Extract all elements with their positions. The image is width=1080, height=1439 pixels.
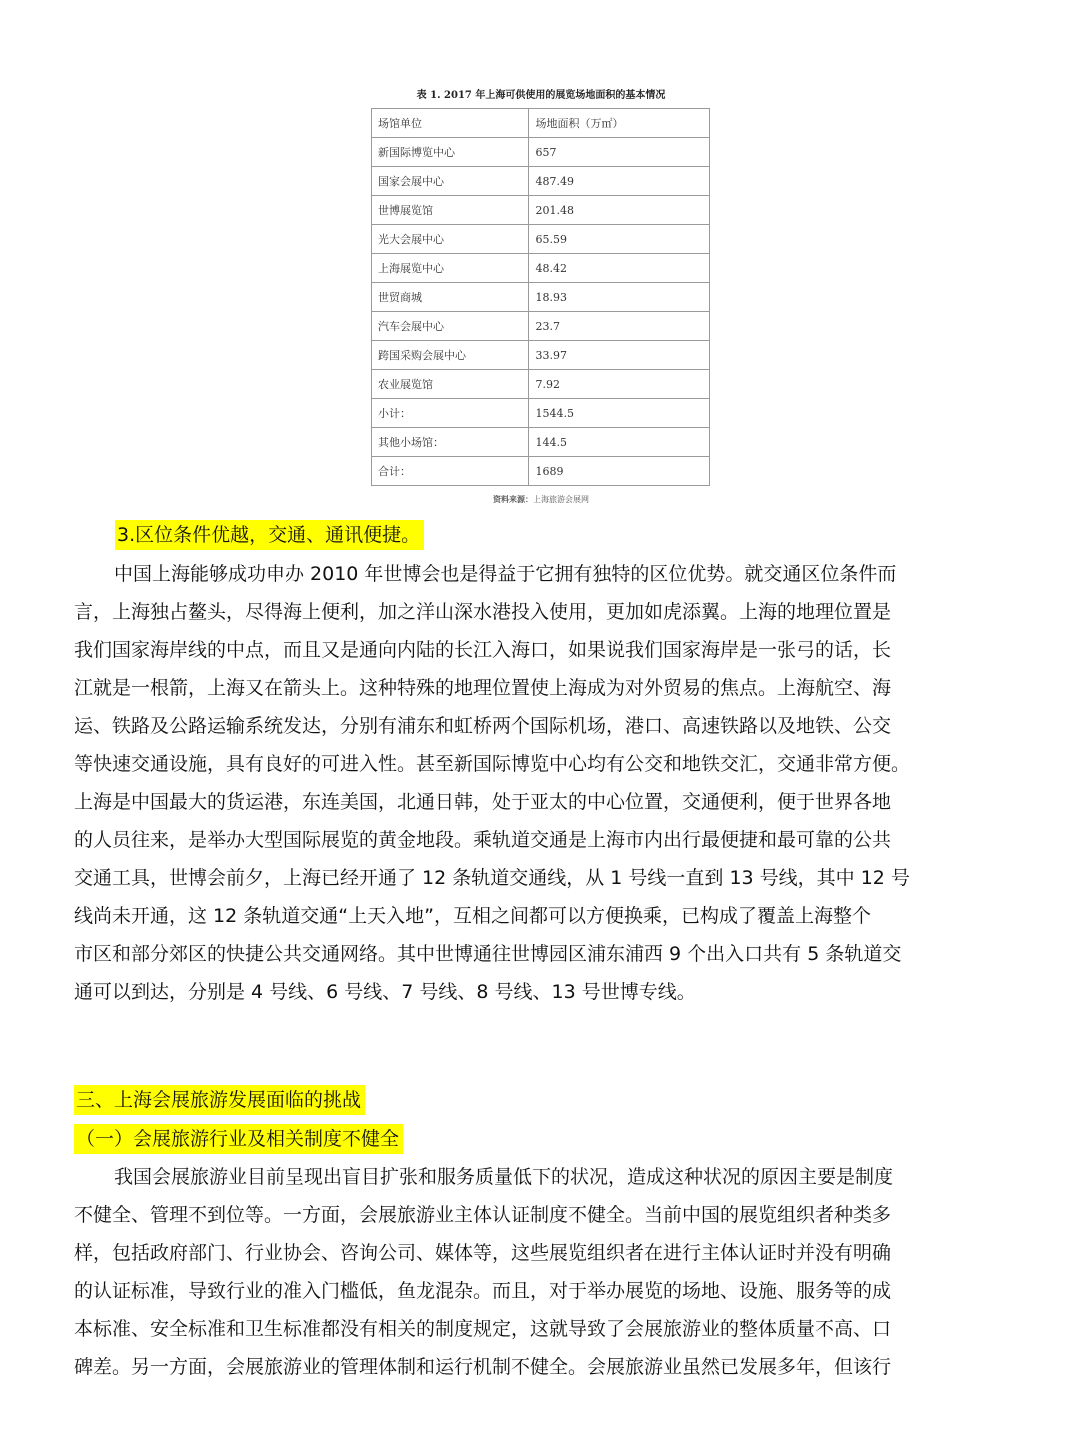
table-cell-area: 657 — [529, 138, 710, 167]
table-cell-venue: 农业展览馆 — [372, 370, 529, 399]
table-cell-venue: 小计： — [372, 399, 529, 428]
table-cell-venue: 光大会展中心 — [372, 225, 529, 254]
paragraph-line: 我们国家海岸线的中点，而且又是通向内陆的长江入海口，如果说我们国家海岸是一张弓的话，长 — [74, 639, 892, 661]
table-cell-area: 48.42 — [529, 254, 710, 283]
paragraph-line: 线尚未开通，这 12 条轨道交通“上天入地”，互相之间都可以方便换乘，已构成了覆盖上海整个 — [74, 905, 871, 927]
paragraph-line: 交通工具，世博会前夕，上海已经开通了 12 条轨道交通线，从 1 号线一直到 13 号线，其中 12 号 — [74, 867, 910, 889]
section-heading-location: 3.区位条件优越，交通、通讯便捷。 — [115, 520, 424, 550]
table-header-row — [372, 109, 710, 138]
table-cell-area: 7.92 — [529, 370, 710, 399]
paragraph-line: 的认证标准，导致行业的准入门槛低，鱼龙混杂。而且，对于举办展览的场地、设施、服务等的成 — [74, 1280, 892, 1302]
paragraph-line: 等快速交通设施，具有良好的可进入性。甚至新国际博览中心均有公交和地铁交汇，交通非常方便。 — [74, 753, 911, 775]
table-row — [372, 225, 710, 254]
table-cell-area: 65.59 — [529, 225, 710, 254]
table-row — [372, 283, 710, 312]
source-text: 上海旅游会展网 — [533, 495, 589, 504]
table-source-note — [372, 494, 710, 505]
table-row — [372, 254, 710, 283]
table-row-subtotal — [372, 399, 710, 428]
subsection-heading: （一）会展旅游行业及相关制度不健全 — [74, 1124, 403, 1154]
paragraph-line: 市区和部分郊区的快捷公共交通网络。其中世博通往世博园区浦东浦西 9 个出入口共有 5 条轨道交 — [74, 943, 902, 965]
table-caption: 表 1. 2017 年上海可供使用的展览场地面积的基本情况 — [416, 90, 666, 101]
paragraph-line: 本标准、安全标准和卫生标准都没有相关的制度规定，这就导致了会展旅游业的整体质量不高、口 — [74, 1318, 892, 1340]
table-row-other — [372, 428, 710, 457]
paragraph-line: 的人员往来，是举办大型国际展览的黄金地段。乘轨道交通是上海市内出行最便捷和最可靠的公共 — [74, 829, 892, 851]
table-cell-area: 1544.5 — [529, 399, 710, 428]
table-row — [372, 167, 710, 196]
table-cell-area: 23.7 — [529, 312, 710, 341]
table-cell-area: 33.97 — [529, 341, 710, 370]
table-cell-venue: 跨国采购会展中心 — [372, 341, 529, 370]
table-cell-venue: 汽车会展中心 — [372, 312, 529, 341]
table-cell-venue: 国家会展中心 — [372, 167, 529, 196]
paragraph-line: 江就是一根箭，上海又在箭头上。这种特殊的地理位置使上海成为对外贸易的焦点。上海航空、海 — [74, 677, 892, 699]
paragraph-line: 上海是中国最大的货运港，东连美国，北通日韩，处于亚太的中心位置，交通便利，便于世界各地 — [74, 791, 892, 813]
table-cell-venue: 世贸商城 — [372, 283, 529, 312]
table-cell-area: 18.93 — [529, 283, 710, 312]
table-cell-venue: 其他小场馆： — [372, 428, 529, 457]
table-cell-venue: 世博展览馆 — [372, 196, 529, 225]
table-cell-venue: 合计： — [372, 457, 529, 486]
paragraph-line: 运、铁路及公路运输系统发达，分别有浦东和虹桥两个国际机场，港口、高速铁路以及地铁、公交 — [74, 715, 892, 737]
paragraph-line: 我国会展旅游业目前呈现出盲目扩张和服务质量低下的状况，造成这种状况的原因主要是制度 — [114, 1166, 894, 1188]
table-header-cell: 场地面积（万㎡） — [529, 109, 710, 138]
paragraph-line: 碑差。另一方面，会展旅游业的管理体制和运行机制不健全。会展旅游业虽然已发展多年，但该行 — [74, 1356, 892, 1378]
table-cell-area: 144.5 — [529, 428, 710, 457]
table-row — [372, 138, 710, 167]
table-cell-venue: 新国际博览中心 — [372, 138, 529, 167]
table-row-total — [372, 457, 710, 486]
paragraph-line: 不健全、管理不到位等。一方面，会展旅游业主体认证制度不健全。当前中国的展览组织者种类多 — [74, 1204, 892, 1226]
paragraph-line: 样，包括政府部门、行业协会、咨询公司、媒体等，这些展览组织者在进行主体认证时并没有明确 — [74, 1242, 892, 1264]
table-cell-venue: 上海展览中心 — [372, 254, 529, 283]
section-heading-challenges: 三、上海会展旅游发展面临的挑战 — [74, 1085, 365, 1115]
table-row — [372, 341, 710, 370]
table-row — [372, 370, 710, 399]
table-cell-area: 487.49 — [529, 167, 710, 196]
paragraph-line: 中国上海能够成功申办 2010 年世博会也是得益于它拥有独特的区位优势。就交通区位条件而 — [114, 563, 897, 585]
table-row — [372, 312, 710, 341]
table-row — [372, 196, 710, 225]
paragraph-line: 通可以到达，分别是 4 号线、6 号线、7 号线、8 号线、13 号世博专线。 — [74, 981, 696, 1003]
paragraph-line: 言，上海独占鳌头，尽得海上便利，加之洋山深水港投入使用，更加如虎添翼。上海的地理位置是 — [74, 601, 892, 623]
venue-area-table — [371, 108, 710, 486]
source-label: 资料来源： — [493, 494, 533, 504]
table-cell-area: 201.48 — [529, 196, 710, 225]
table-cell-area: 1689 — [529, 457, 710, 486]
table-header-cell: 场馆单位 — [372, 109, 529, 138]
